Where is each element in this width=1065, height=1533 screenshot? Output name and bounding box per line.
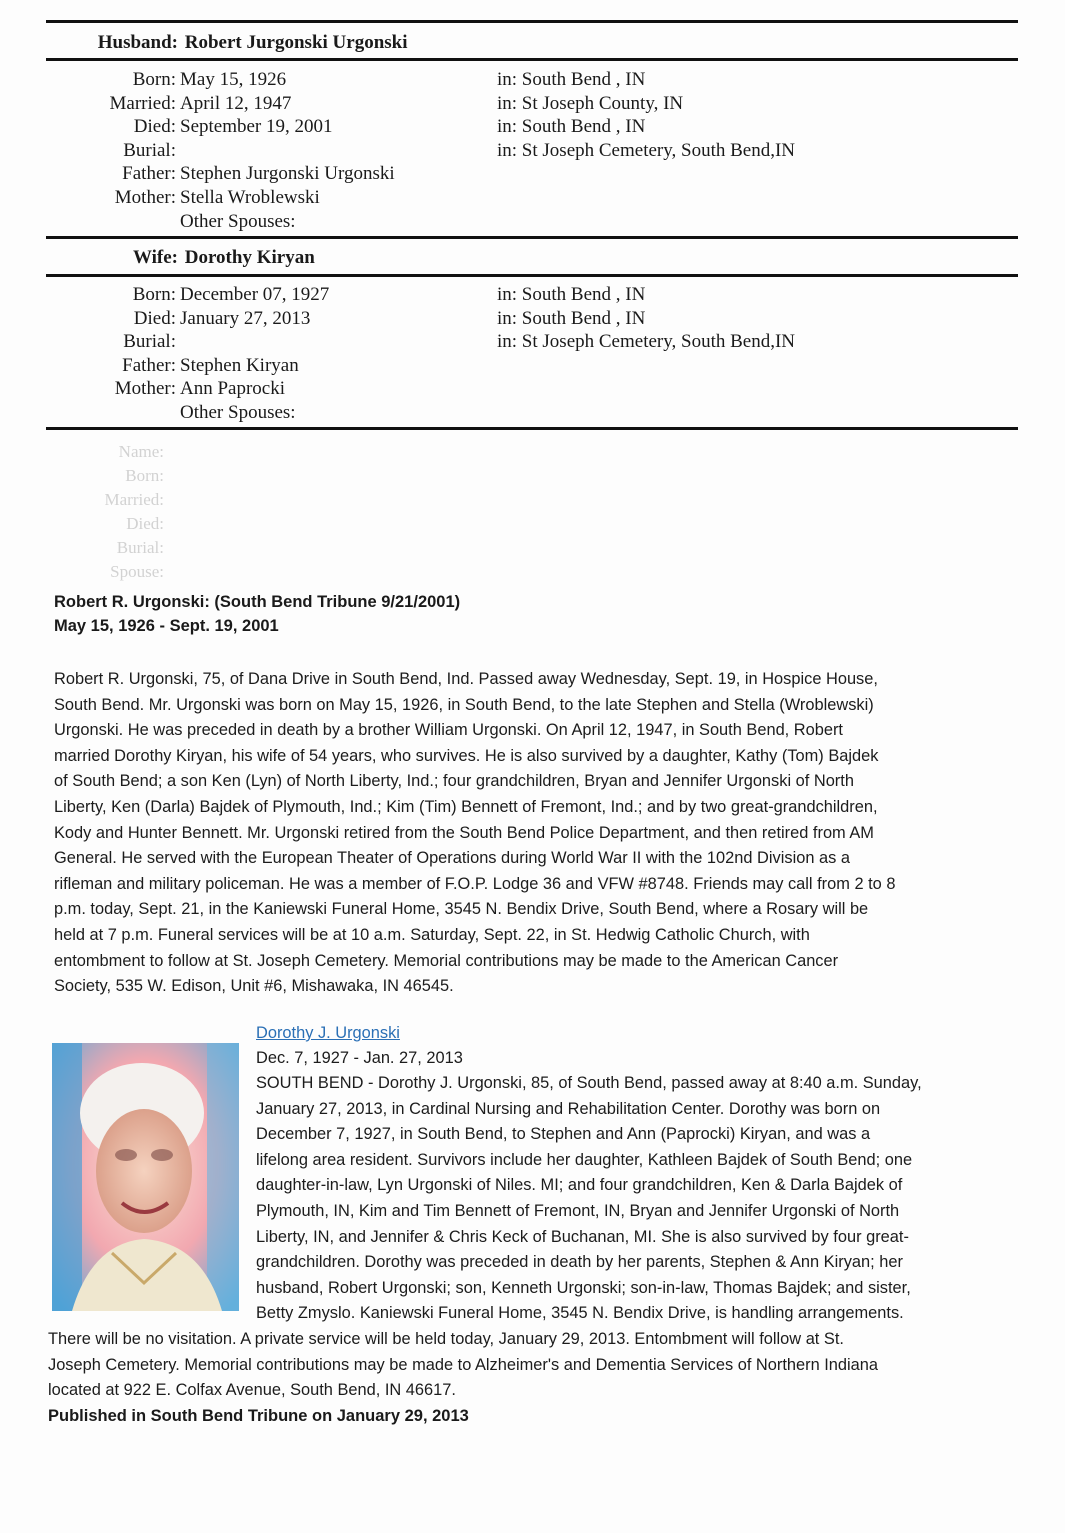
obit2-full-body (48, 1327, 1048, 1404)
obit1-line: entombment to follow at St. Joseph Cemetery. Memorial contributions may be made to the American Cancer (54, 951, 839, 970)
husband-fact-label: Father: (122, 163, 176, 185)
husband-fact-row (46, 162, 395, 185)
wife-fact-place: in: South Bend , IN (497, 307, 646, 329)
obit2-full-line: There will be no visitation. A private service will be held today, January 29, 2013. Entombment will follow at St. (48, 1330, 844, 1348)
faint-label: Born: (125, 466, 164, 485)
husband-fact-place: in: South Bend , IN (497, 69, 646, 90)
obit2-side-line: husband, Robert Urgonski; son, Kenneth Urgonski; son-in-law, Thomas Bajdek; and sister, (256, 1278, 911, 1297)
wife-fact-value: Other Spouses: (180, 402, 296, 423)
husband-fact-place: in: St Joseph Cemetery, South Bend,IN (497, 139, 795, 161)
wife-rule (46, 274, 1018, 277)
husband-fact-row (46, 139, 795, 162)
portrait-image (52, 1043, 239, 1311)
obit1-line: rifleman and military policeman. He was a member of F.O.P. Lodge 36 and VFW #8748. Friends may call from 2 to 8 (54, 874, 896, 893)
wife-fact-value: December 07, 1927 (180, 284, 330, 305)
wife-heading-label: Wife: (132, 247, 178, 268)
wife-fact-row (46, 377, 286, 400)
faint-label: Burial: (116, 538, 164, 557)
husband-fact-value: Stella Wroblewski (180, 187, 320, 208)
obit1-line: Kody and Hunter Bennett. Mr. Urgonski retired from the South Bend Police Department, and then retired from AM (54, 823, 874, 842)
husband-fact-row (46, 92, 684, 115)
top-rule (46, 20, 1018, 23)
wife-fact-label: Born: (132, 284, 176, 305)
obit2-side-line: Plymouth, IN, Kim and Tim Bennett of Fremont, IN, Bryan and Jennifer Urgonski of North (256, 1201, 900, 1220)
wife-top-rule (46, 236, 1018, 239)
obit1-line: of South Bend; a son Ken (Lyn) of North Liberty, Ind.; four grandchildren, Bryan and Jennifer Urgonski of North (54, 772, 854, 791)
wife-fact-row (46, 283, 646, 306)
obit2-side-line: January 27, 2013, in Cardinal Nursing and Rehabilitation Center. Dorothy was born on (256, 1099, 881, 1118)
husband-fact-label: Died: (133, 116, 176, 138)
wife-fact-row (46, 354, 299, 377)
husband-fact-row (46, 186, 320, 209)
husband-heading-label: Husband: (97, 32, 178, 53)
husband-fact-row (46, 210, 296, 233)
obit2-side-line: Betty Zmyslo. Kaniewski Funeral Home, 3545 N. Bendix Drive, is handling arrangements. (256, 1304, 904, 1323)
husband-fact-row (46, 68, 646, 91)
obit1-title: Robert R. Urgonski: (South Bend Tribune 9/21/2001) (54, 593, 461, 611)
obit1-line: Robert R. Urgonski, 75, of Dana Drive in South Bend, Ind. Passed away Wednesday, Sept. 19, in Hospice House, (54, 670, 878, 688)
husband-heading (46, 32, 408, 54)
wife-fact-row (46, 401, 296, 424)
obit2-side-line: grandchildren. Dorothy was preceded in death by her parents, Stephen & Ann Kiryan; her (256, 1253, 903, 1272)
husband-rule (46, 58, 1018, 61)
faint-label: Name: (118, 442, 164, 461)
wife-fact-value: January 27, 2013 (180, 307, 311, 329)
husband-fact-value: Other Spouses: (180, 210, 296, 232)
wife-name: Dorothy Kiryan (184, 247, 315, 268)
obit2-published: Published in South Bend Tribune on January 29, 2013 (48, 1407, 469, 1425)
obit1-dates: May 15, 1926 - Sept. 19, 2001 (54, 617, 279, 635)
faint-label: Spouse: (110, 562, 164, 581)
wife-fact-place: in: South Bend , IN (497, 284, 646, 305)
faint-label: Married: (104, 490, 164, 509)
wife-fact-label: Died: (133, 307, 176, 329)
obit2-side-body (256, 1071, 1046, 1327)
husband-fact-row (46, 115, 646, 138)
husband-fact-label: Burial: (123, 139, 176, 161)
wife-fact-label: Burial: (123, 331, 176, 353)
obit2-side-line: Liberty, IN, and Jennifer & Chris Keck of Buchanan, MI. She is also survived by four great- (256, 1227, 909, 1246)
wife-bottom-rule (46, 427, 1018, 430)
obit1-line: Society, 535 W. Edison, Unit #6, Mishawaka, IN 46545. (54, 977, 454, 996)
wife-fact-place: in: St Joseph Cemetery, South Bend,IN (497, 331, 795, 353)
obit1-line: Liberty, Ken (Darla) Bajdek of Plymouth, Ind.; Kim (Tim) Bennett of Fremont, Ind.; and by two great-grandchildren, (54, 797, 878, 816)
husband-fact-value: September 19, 2001 (180, 116, 333, 138)
wife-fact-label: Father: (122, 354, 176, 376)
obit2-side-line: December 7, 1927, in South Bend, to Stephen and Ann (Paprocki) Kiryan, and was a (256, 1125, 871, 1144)
obit2-name-link[interactable]: Dorothy J. Urgonski (256, 1024, 400, 1042)
wife-heading (46, 247, 315, 269)
wife-fact-row (46, 330, 795, 353)
obit2-side-line: lifelong area resident. Survivors include her daughter, Kathleen Bajdek of South Bend; one (256, 1150, 913, 1169)
husband-fact-place: in: St Joseph County, IN (497, 92, 684, 114)
wife-fact-label: Mother: (114, 378, 176, 400)
husband-fact-label: Mother: (114, 187, 176, 208)
obit2-dates: Dec. 7, 1927 - Jan. 27, 2013 (256, 1049, 463, 1067)
wife-fact-row (46, 307, 646, 330)
obit1-line: p.m. today, Sept. 21, in the Kaniewski Funeral Home, 3545 N. Bendix Drive, South Bend, where a Rosary will be (54, 900, 869, 919)
husband-fact-value: April 12, 1947 (180, 92, 292, 114)
obit2-full-line: Joseph Cemetery. Memorial contributions may be made to Alzheimer's and Dementia Services of Northern Indiana (48, 1355, 879, 1374)
husband-name: Robert Jurgonski Urgonski (184, 32, 408, 53)
obit1-line: held at 7 p.m. Funeral services will be at 10 a.m. Saturday, Sept. 22, in St. Hedwig Catholic Church, with (54, 925, 810, 944)
wife-fact-value: Stephen Kiryan (180, 354, 299, 376)
obit1-line: Urgonski. He was preceded in death by a brother William Urgonski. On April 12, 1947, in South Bend, Robert (54, 721, 843, 740)
husband-fact-place: in: South Bend , IN (497, 116, 646, 138)
obit2-side-line: SOUTH BEND - Dorothy J. Urgonski, 85, of South Bend, passed away at 8:40 a.m. Sunday, (256, 1074, 922, 1092)
obit1-line: South Bend. Mr. Urgonski was born on May 15, 1926, in South Bend, to the late Stephen and Stella (Wroblewski) (54, 695, 874, 714)
obit2-portrait-photo (52, 1043, 239, 1311)
husband-fact-label: Born: (132, 69, 176, 90)
husband-fact-label: Married: (109, 92, 176, 114)
obit2-side-line: daughter-in-law, Lyn Urgonski of Niles. MI; and four grandchildren, Ken & Darla Bajdek of (256, 1176, 903, 1195)
obit2-full-line: located at 922 E. Colfax Avenue, South Bend, IN 46617. (48, 1381, 456, 1400)
wife-fact-value: Ann Paprocki (180, 378, 286, 400)
faint-label: Died: (126, 514, 164, 533)
husband-fact-value: Stephen Jurgonski Urgonski (180, 163, 395, 185)
husband-fact-value: May 15, 1926 (180, 69, 287, 90)
obit1-line: married Dorothy Kiryan, his wife of 54 years, who survives. He is also survived by a daughter, Kathy (Tom) Bajdek (54, 746, 879, 765)
obit1-body (54, 667, 1034, 1000)
obit1-line: General. He served with the European Theater of Operations during World War II with the 102nd Division as a (54, 849, 850, 868)
